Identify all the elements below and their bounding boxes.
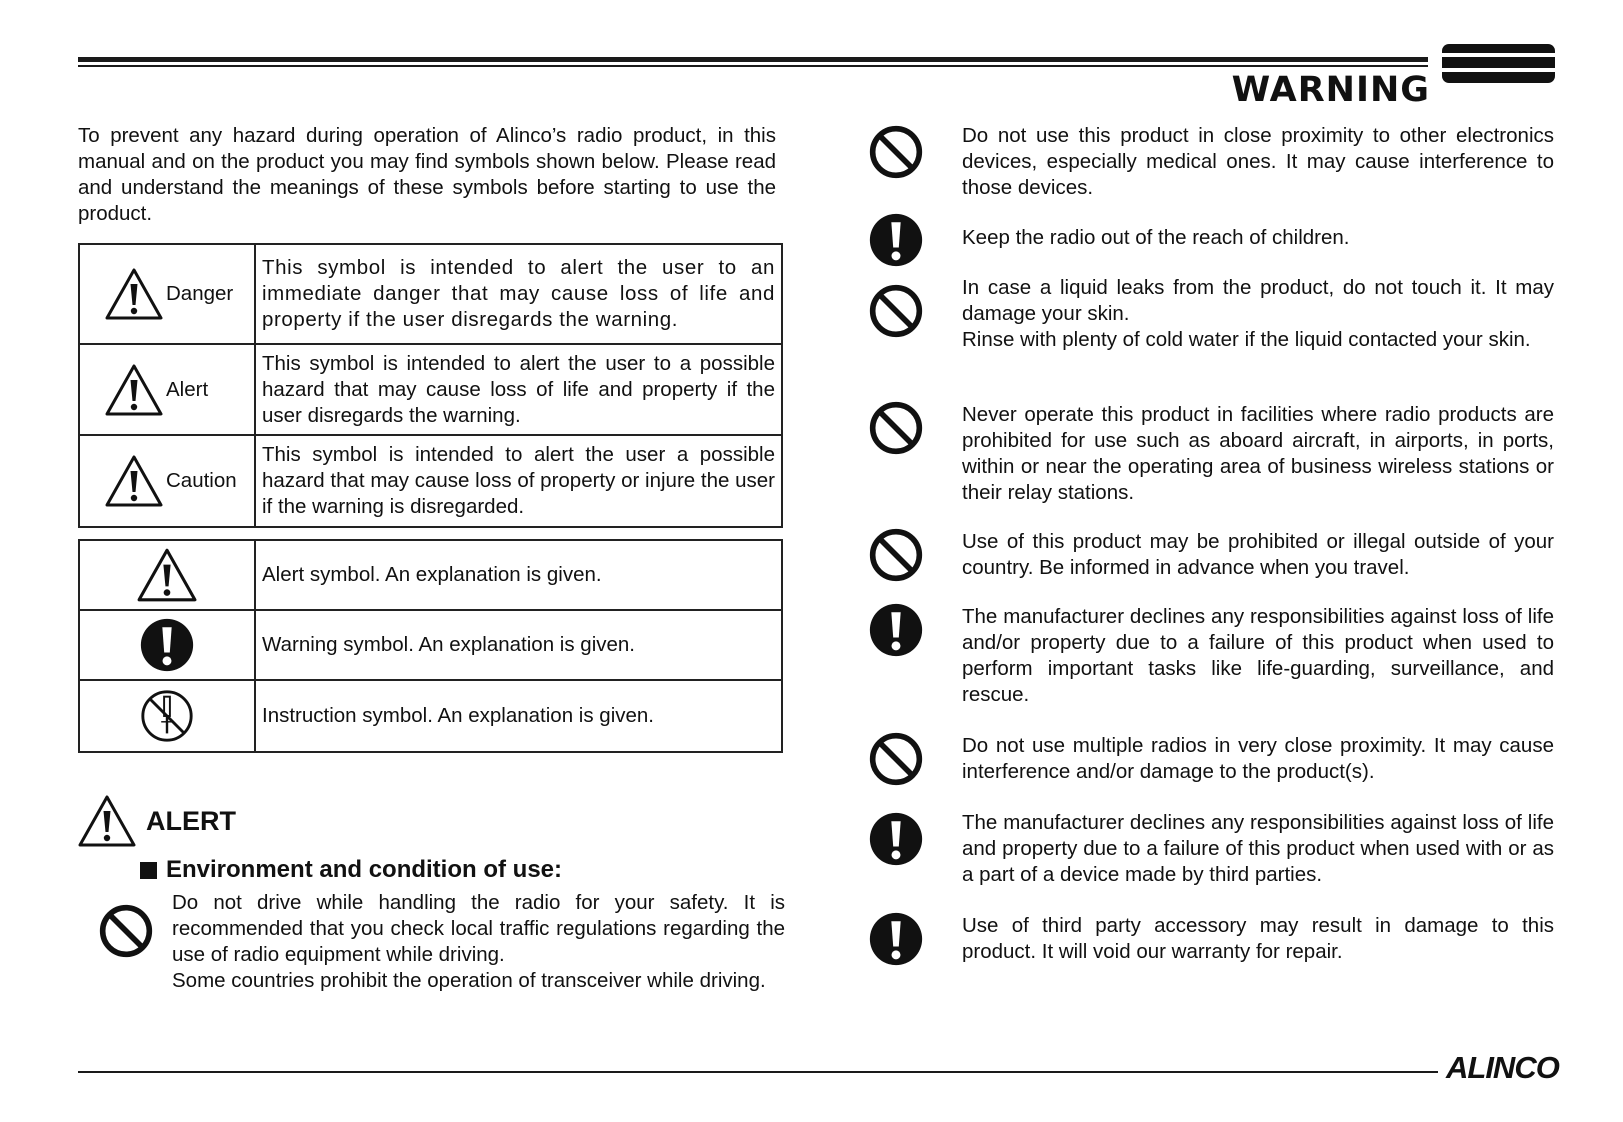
paragraph: The manufacturer declines any responsibilities against loss of life and/or property due to a failure of this product when used to perform important tasks like life-guarding, surveillance, and rescue. — [962, 605, 1554, 706]
warning-triangle-icon — [104, 454, 164, 508]
page-title: WARNING — [1231, 70, 1430, 110]
paragraph: Do not drive while handling the radio for your safety. It is recommended that you check local traffic regulations regarding the use of radio equipment while driving. — [172, 891, 785, 966]
paragraph: Rinse with plenty of cold water if the liquid contacted your skin. — [962, 328, 1531, 351]
table-row — [79, 244, 782, 344]
symbol-cell — [79, 435, 255, 527]
level-label-danger: Danger — [166, 282, 234, 305]
symbol-description: Warning symbol. An explanation is given. — [255, 610, 782, 680]
exclamation-circle-icon — [868, 811, 924, 867]
brand-logo: ALINCO — [1446, 1050, 1559, 1085]
warning-item — [962, 913, 1554, 965]
level-description: This symbol is intended to alert the user a possible hazard that may cause loss of property or injure the user if the warning is disregarded. — [255, 435, 782, 527]
bullet-square — [140, 862, 157, 879]
header-tab-decoration — [1442, 44, 1555, 84]
level-label-caution: Caution — [166, 469, 237, 492]
header-rule-top — [78, 57, 1428, 62]
warning-triangle-icon — [104, 267, 164, 321]
section-subheading — [140, 856, 562, 884]
prohibition-icon — [868, 124, 924, 180]
alert-item-text — [172, 890, 785, 994]
prohibition-icon — [98, 903, 154, 959]
header-rule-bottom — [78, 65, 1428, 67]
prohibition-icon — [868, 527, 924, 583]
table-row — [79, 680, 782, 752]
exclamation-circle-icon — [139, 617, 195, 673]
symbol-description: Alert symbol. An explanation is given. — [255, 540, 782, 610]
table-row — [79, 610, 782, 680]
paragraph: Use of third party accessory may result in damage to this product. It will void our warranty for repair. — [962, 914, 1554, 963]
warning-item — [962, 402, 1554, 506]
alert-heading: ALERT — [146, 806, 236, 836]
table-row — [79, 540, 782, 610]
paragraph: Do not use this product in close proximity to other electronics devices, especially medical ones. It may cause interference to those devices. — [962, 124, 1554, 199]
exclamation-circle-icon — [868, 212, 924, 268]
exclamation-circle-icon — [868, 602, 924, 658]
symbols-table — [78, 539, 783, 753]
warning-item — [962, 275, 1554, 353]
hazard-levels-table — [78, 243, 783, 528]
table-row — [79, 435, 782, 527]
alert-heading-icon — [77, 794, 137, 848]
symbol-cell — [79, 344, 255, 435]
table-row — [79, 344, 782, 435]
symbol-cell — [79, 680, 255, 752]
footer-rule — [78, 1071, 1438, 1073]
symbol-cell — [79, 244, 255, 344]
warning-item — [962, 123, 1554, 201]
symbol-cell — [79, 540, 255, 610]
paragraph: Use of this product may be prohibited or illegal outside of your country. Be informed in advance when you travel. — [962, 530, 1554, 579]
alert-triangle-icon — [136, 547, 198, 603]
level-description: This symbol is intended to alert the user to an immediate danger that may cause loss of life and property if the user disregards the warning. — [255, 244, 782, 344]
warning-item — [962, 810, 1554, 888]
level-label-alert: Alert — [166, 377, 209, 401]
warning-triangle-icon — [104, 363, 164, 417]
prohibition-icon — [868, 400, 924, 456]
prohibition-icon — [868, 283, 924, 339]
paragraph: Never operate this product in facilities where radio products are prohibited for use such as aboard aircraft, in airports, in ports, within or near the operating area of business wireless stations or their relay stations. — [962, 403, 1554, 504]
warning-item — [962, 733, 1554, 785]
paragraph: In case a liquid leaks from the product, do not touch it. It may damage your skin. — [962, 276, 1554, 325]
prohibition-icon — [868, 731, 924, 787]
paragraph: Keep the radio out of the reach of children. — [962, 226, 1350, 249]
symbol-description: Instruction symbol. An explanation is given. — [255, 680, 782, 752]
warning-item — [962, 604, 1554, 708]
paragraph: Do not use multiple radios in very close proximity. It may cause interference and/or damage to the product(s). — [962, 734, 1554, 783]
no-disassembly-icon — [138, 687, 196, 745]
paragraph: The manufacturer declines any responsibilities against loss of life and property due to a failure of this product when used with or as a part of a device made by third parties. — [962, 811, 1554, 886]
intro-paragraph: To prevent any hazard during operation of Alinco’s radio product, in this manual and on the product you may find symbols shown below. Please read and understand the meanings of these symbols before starting to use the product. — [78, 124, 776, 225]
level-description: This symbol is intended to alert the user to a possible hazard that may cause loss of life and property if the user disregards the warning. — [255, 344, 782, 435]
symbol-cell — [79, 610, 255, 680]
warning-item — [962, 225, 1554, 251]
warning-item — [962, 529, 1554, 581]
subheading-text: Environment and condition of use: — [166, 856, 562, 883]
exclamation-circle-icon — [868, 911, 924, 967]
paragraph: Some countries prohibit the operation of transceiver while driving. — [172, 969, 766, 992]
